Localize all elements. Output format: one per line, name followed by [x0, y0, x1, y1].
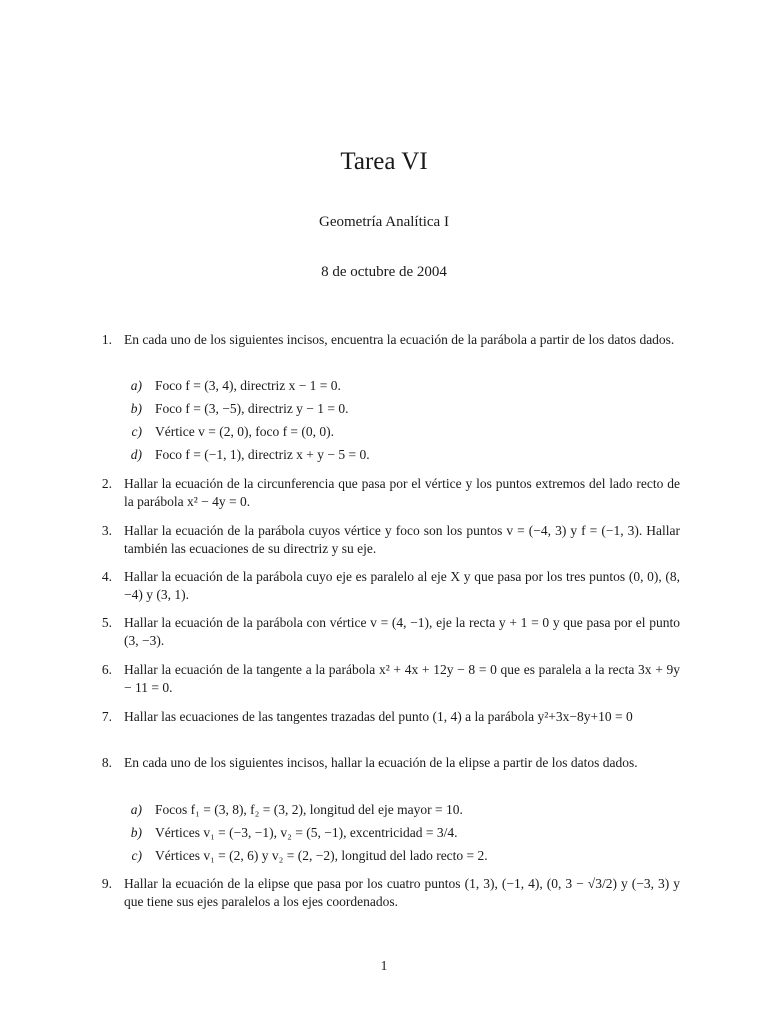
item-label: d) — [130, 447, 142, 462]
problem-text: Hallar la ecuación de la parábola con vértice v = (4, −1), eje la recta y + 1 = 0 y que pasa por el punto (3, −3). — [124, 615, 680, 648]
problem-text: Hallar la ecuación de la parábola cuyos vértice y foco son los puntos v = (−4, 3) y f = (−1, 3). Hallar también las ecuaciones de su directriz y su eje. — [124, 523, 680, 556]
problem-1-item-a — [126, 377, 676, 395]
problem-number: 5. — [101, 615, 112, 630]
problem-text: En cada uno de los siguientes incisos, hallar la ecuación de la elipse a partir de los datos dados. — [124, 755, 638, 770]
problem-1-item-d — [126, 446, 676, 464]
problem-number: 4. — [101, 569, 112, 584]
problem-number: 3. — [101, 523, 112, 538]
problem-5 — [90, 614, 680, 650]
problem-text: Hallar la ecuación de la parábola cuyo eje es paralelo al eje X y que pasa por los tres puntos (0, 0), (8, −4) y (3, 1). — [124, 569, 680, 602]
problem-text: Hallar la ecuación de la tangente a la parábola x² + 4x + 12y − 8 = 0 que es paralela a la recta 3x + 9y − 11 = 0. — [124, 662, 680, 695]
item-text: Vértice v = (2, 0), foco f = (0, 0). — [155, 424, 335, 439]
problem-number: 6. — [101, 662, 112, 677]
item-label: b) — [130, 825, 142, 840]
document-date: 8 de octubre de 2004 — [321, 264, 447, 280]
problem-8 — [90, 754, 680, 772]
item-text: Vértices v₁ = (−3, −1), v₂ = (5, −1), excentricidad = 3/4. — [155, 825, 458, 840]
item-label: c) — [131, 424, 142, 439]
problem-8-item-b — [126, 824, 676, 842]
item-text: Foco f = (−1, 1), directriz x + y − 5 = 0. — [155, 447, 370, 462]
item-label: a) — [130, 802, 142, 817]
problem-2 — [90, 475, 680, 511]
problem-4 — [90, 568, 680, 604]
item-text: Vértices v₁ = (2, 6) y v₂ = (2, −2), longitud del lado recto = 2. — [155, 848, 488, 863]
item-label: a) — [130, 378, 142, 393]
problem-8-item-a — [126, 801, 676, 819]
problem-number: 8. — [101, 755, 112, 770]
problem-number: 7. — [101, 709, 112, 724]
problem-text: Hallar la ecuación de la elipse que pasa por los cuatro puntos (1, 3), (−1, 4), (0, 3 − √3/2) y (−3, 3) y que tiene sus ejes paralelos a los ejes coordenados. — [124, 876, 680, 909]
problem-7 — [90, 708, 680, 726]
document-title: Tarea VI — [340, 148, 428, 175]
course-name: Geometría Analítica I — [319, 214, 449, 230]
problem-text: Hallar las ecuaciones de las tangentes trazadas del punto (1, 4) a la parábola y²+3x−8y+10 = 0 — [124, 709, 633, 724]
problem-number: 9. — [101, 876, 112, 891]
item-label: b) — [130, 401, 142, 416]
problem-3 — [90, 522, 680, 558]
item-text: Foco f = (3, 4), directriz x − 1 = 0. — [155, 378, 341, 393]
problem-6 — [90, 661, 680, 697]
problem-9 — [90, 875, 680, 911]
problem-number: 1. — [101, 332, 112, 347]
item-text: Focos f₁ = (3, 8), f₂ = (3, 2), longitud del eje mayor = 10. — [155, 802, 463, 817]
item-label: c) — [131, 848, 142, 863]
problem-8-item-c — [126, 847, 676, 865]
problem-text: En cada uno de los siguientes incisos, encuentra la ecuación de la parábola a partir de los datos dados. — [124, 332, 675, 347]
problem-1-item-c — [126, 423, 676, 441]
problem-text: Hallar la ecuación de la circunferencia que pasa por el vértice y los puntos extremos del lado recto de la parábola x² − 4y = 0. — [124, 476, 680, 509]
problem-1-item-b — [126, 400, 676, 418]
item-text: Foco f = (3, −5), directriz y − 1 = 0. — [155, 401, 349, 416]
page-number: 1 — [380, 958, 388, 973]
problem-number: 2. — [101, 476, 112, 491]
problem-1 — [90, 331, 680, 349]
